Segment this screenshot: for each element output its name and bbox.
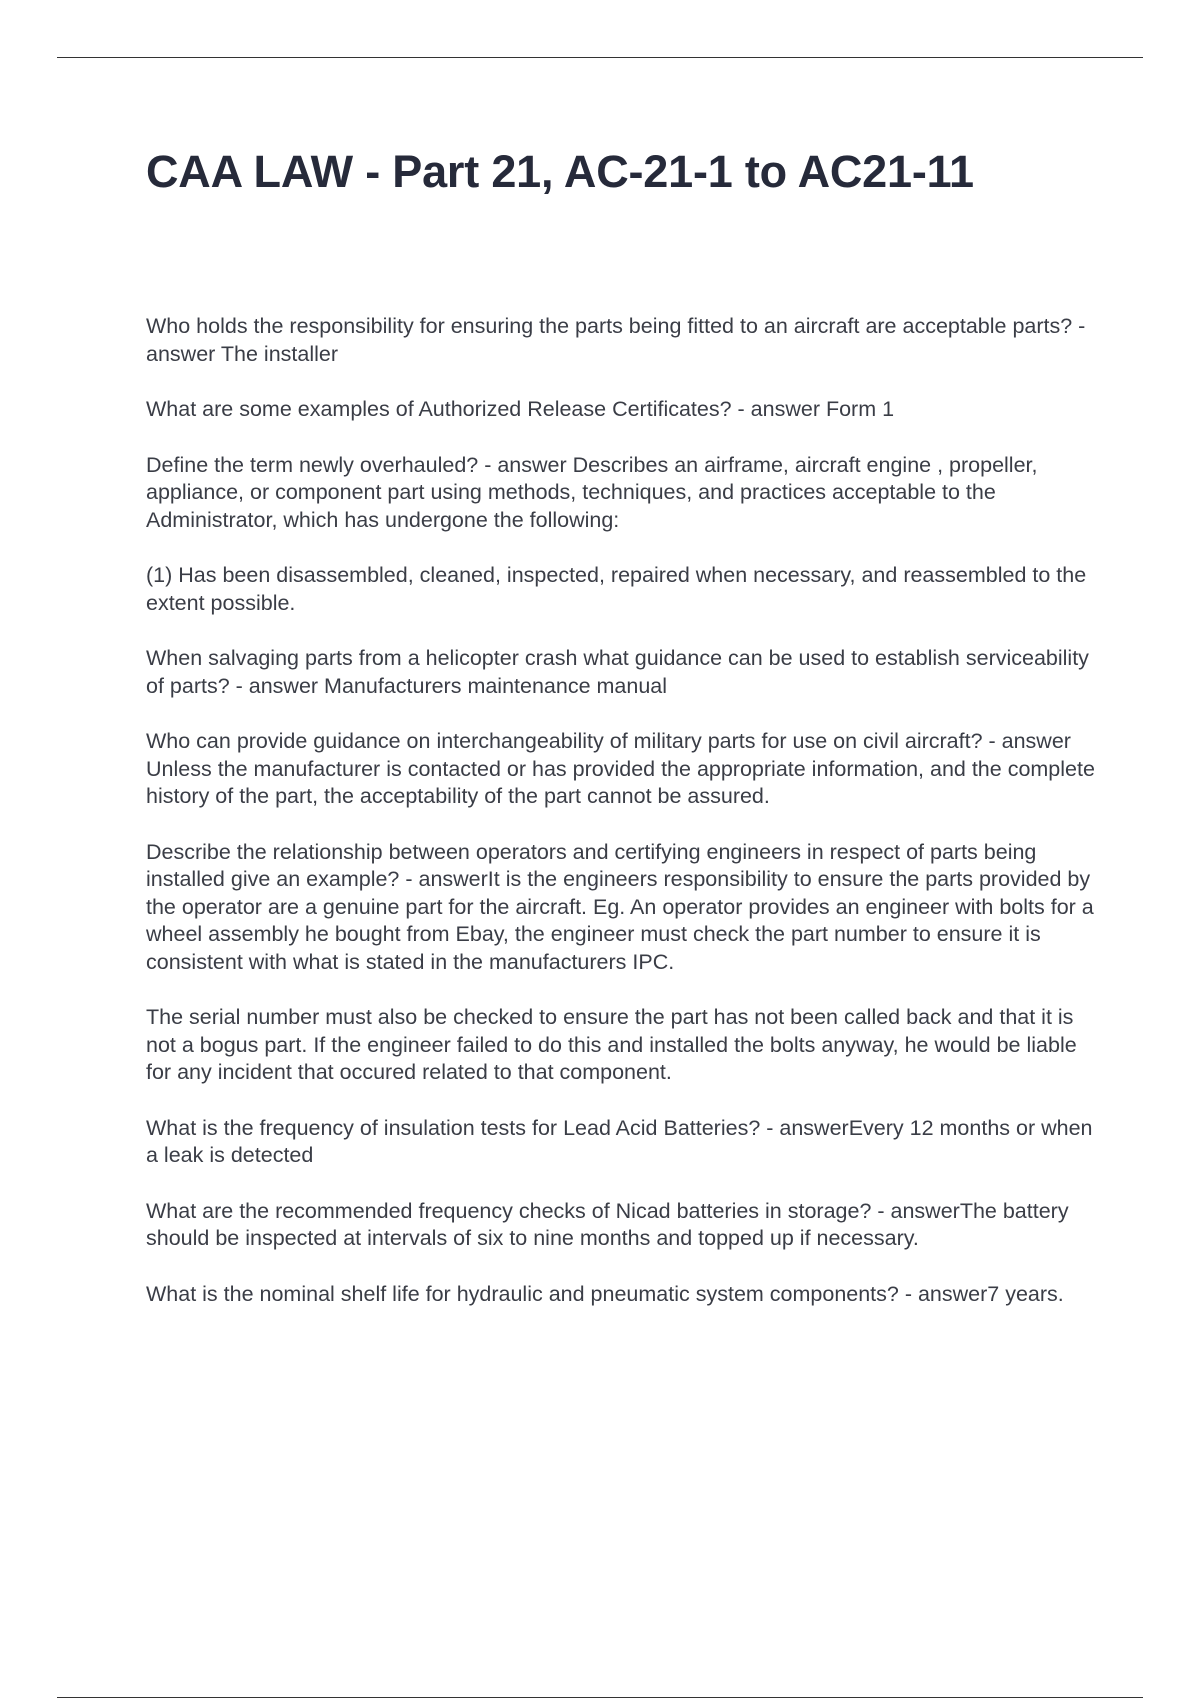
footer-rule [57, 1697, 1143, 1698]
paragraph-10: What are the recommended frequency checks of Nicad batteries in storage? - answerThe battery should be inspected at intervals of six to nine months and topped up if necessary. [146, 1198, 1069, 1250]
page-title: CAA LAW - Part 21, AC-21-1 to AC21-11 [146, 146, 974, 197]
document-body [146, 313, 1096, 1336]
paragraph-3: Define the term newly overhauled? - answer Describes an airframe, aircraft engine , propeller, appliance, or component part using methods, techniques, and practices acceptable to the Administrator, which has undergone the following: [146, 452, 1038, 532]
paragraph-8: The serial number must also be checked to ensure the part has not been called back and that it is not a bogus part. If the engineer failed to do this and installed the bolts anyway, he would be liable for any incident that occured related to that component. [146, 1005, 1077, 1084]
paragraph-1: Who holds the responsibility for ensuring the parts being fitted to an aircraft are acceptable parts? - answer The installer [146, 314, 1086, 366]
paragraph-4: (1) Has been disassembled, cleaned, inspected, repaired when necessary, and reassembled to the extent possible. [146, 563, 1087, 615]
paragraph-9: What is the frequency of insulation tests for Lead Acid Batteries? - answerEvery 12 months or when a leak is detected [146, 1115, 1093, 1167]
paragraph-11: What is the nominal shelf life for hydraulic and pneumatic system components? - answer7 years. [146, 1281, 1064, 1306]
paragraph-5: When salvaging parts from a helicopter crash what guidance can be used to establish serviceability of parts? - answer Manufacturers maintenance manual [146, 646, 1089, 698]
paragraph-7: Describe the relationship between operators and certifying engineers in respect of parts being installed give an example? - answerIt is the engineers responsibility to ensure the parts provided by the operator are a genuine part for the aircraft. Eg. An operator provides an engineer with bolts for a wheel assembly he bought from Ebay, the engineer must check the part number to ensure it is consistent with what is stated in the manufacturers IPC. [146, 839, 1094, 974]
header-rule [57, 57, 1143, 58]
paragraph-6: Who can provide guidance on interchangeability of military parts for use on civil aircraft? - answer Unless the manufacturer is contacted or has provided the appropriate information, and the complete history of the part, the acceptability of the part cannot be assured. [146, 729, 1095, 808]
paragraph-2: What are some examples of Authorized Release Certificates? - answer Form 1 [146, 397, 895, 421]
